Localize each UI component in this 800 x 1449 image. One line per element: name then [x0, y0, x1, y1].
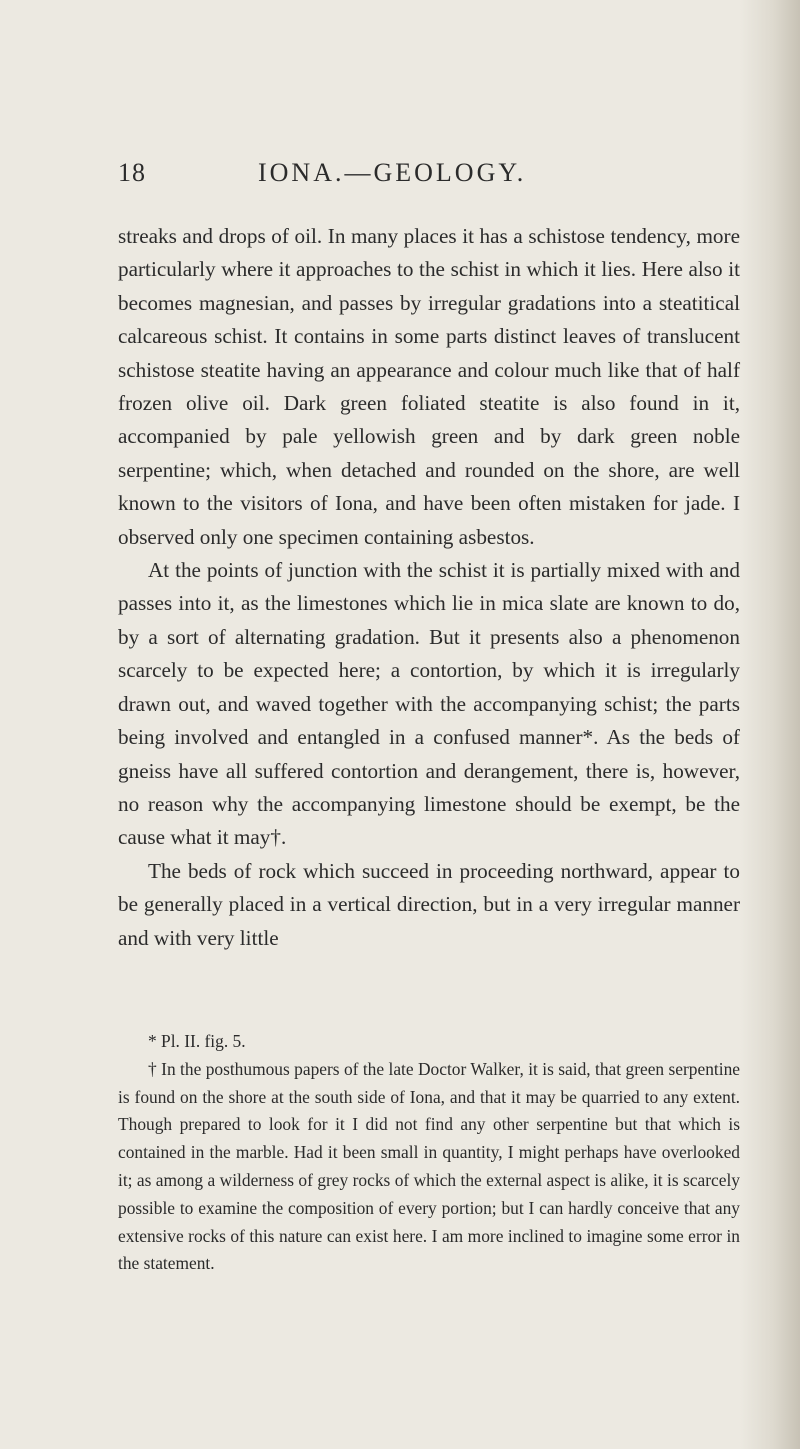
paragraph-junction: At the points of junction with the schist it is partially mixed with and passes into it, as the limestones which lie in mica slate are known to do, by a sort of alternating gradation. But it presents also a phenomenon scarcely to be expected here; a contortion, by which it is irregularly drawn out, and waved together with the accompanying schist; the parts being involved and entangled in a confused manner*. As the beds of gneiss have all suffered contortion and derangement, there is, however, no reason why the accompanying limestone should be exempt, be the cause what it may†.	[118, 558, 740, 850]
paragraph-continuation: streaks and drops of oil. In many places it has a schistose tendency, more particularly where it approaches to the schist in which it lies. Here also it becomes magnesian, and passes by irregular gradations into a steatitical calcareous schist. It contains in some parts distinct leaves of translucent schistose steatite having an appearance and colour much like that of half frozen olive oil. Dark green foliated steatite is also found in it, accompanied by pale yellowish green and by dark green noble serpentine; which, when detached and rounded on the shore, are well known to the visitors of Iona, and have been often mistaken for jade. I observed only one specimen containing asbestos.	[118, 224, 740, 549]
footnote-plate-reference: * Pl. II. fig. 5.	[148, 1031, 246, 1051]
running-head: IONA.—GEOLOGY.	[258, 158, 527, 187]
body-text	[118, 220, 740, 955]
page-number: 18	[118, 158, 146, 187]
footnotes	[118, 1028, 740, 1278]
paper-edge-shadow	[740, 0, 800, 1449]
footnote-walker-papers: † In the posthumous papers of the late Doctor Walker, it is said, that green serpentine is found on the shore at the south side of Iona, and that it may be quarried to any extent. Though prepared to look for it I did not find any other serpentine but that which is contained in the marble. Had it been small in quantity, I might perhaps have overlooked it; as among a wilderness of grey rocks of which the external aspect is alike, it is scarcely possible to examine the composition of every portion; but I can hardly conceive that any extensive rocks of this nature can exist here. I am more inclined to imagine some error in the statement.	[118, 1058, 740, 1274]
paragraph-beds-of-rock: The beds of rock which succeed in proceeding northward, appear to be generally placed in a vertical direction, but in a very irregular manner and with very little	[118, 858, 740, 950]
page-header	[118, 158, 738, 202]
